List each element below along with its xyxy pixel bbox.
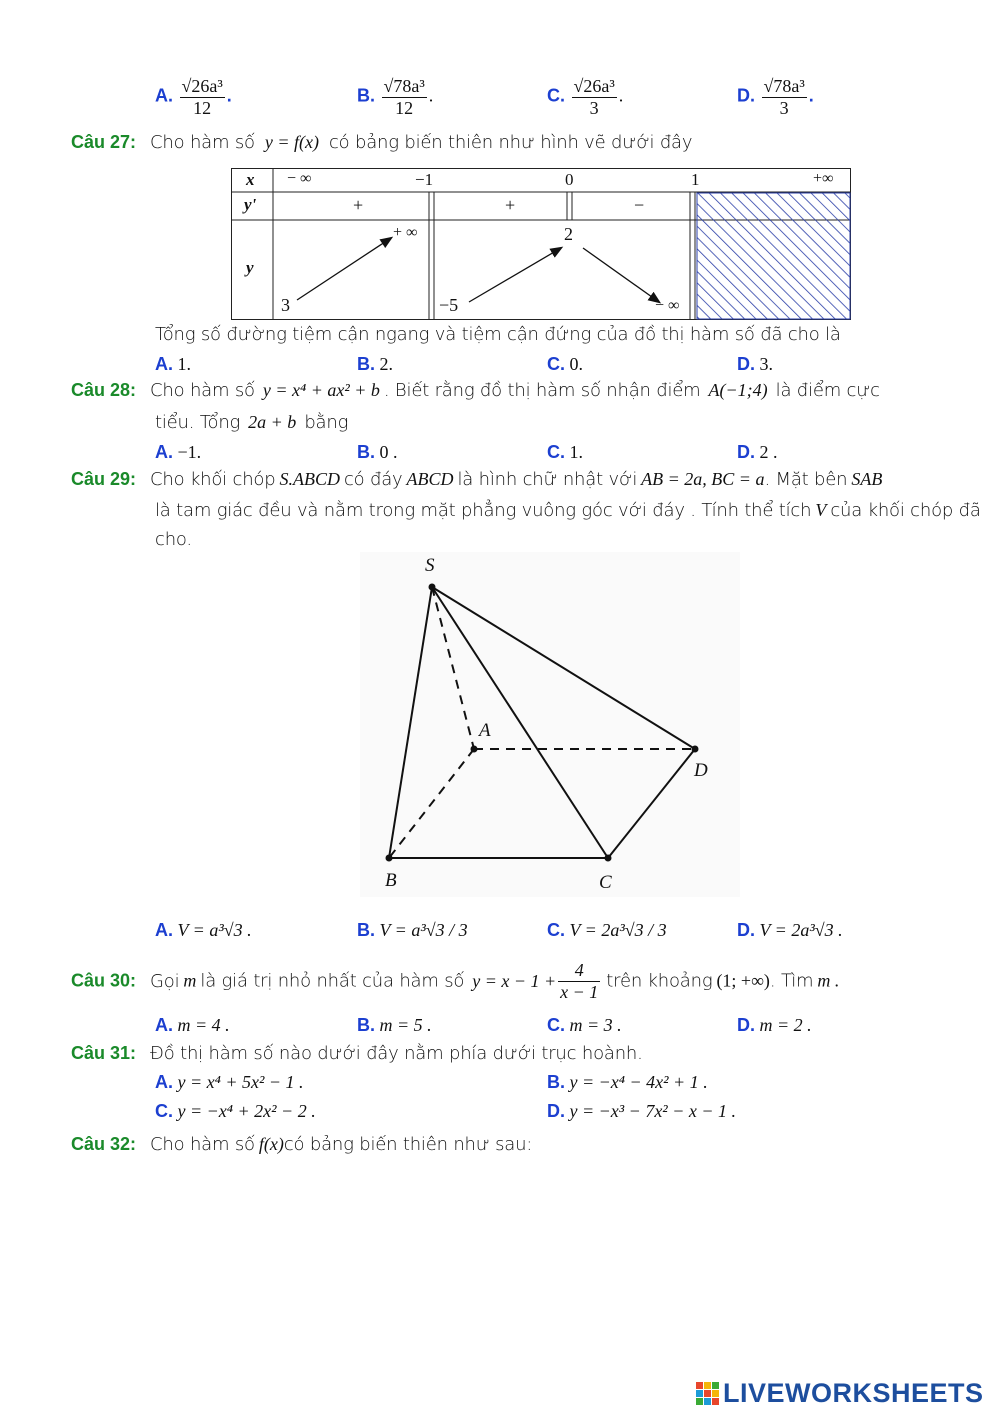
logo-mark-icon: [696, 1382, 719, 1405]
liveworksheets-logo[interactable]: [696, 1376, 984, 1410]
logo-text: LIVEWORKSHEETS: [723, 1377, 984, 1408]
table-row-x: x: [246, 170, 255, 189]
sign-3: −: [634, 195, 645, 215]
arrow-increasing-1: [297, 238, 391, 300]
y-value-neg5: −5: [439, 295, 459, 315]
hatched-region: [697, 193, 850, 319]
x-value-pos-inf: +∞: [813, 170, 834, 187]
q26-c-num: √26a³: [573, 76, 615, 96]
q27-option-c[interactable]: C. 0.: [547, 354, 583, 374]
q28-expr: 2a + b: [248, 412, 297, 432]
q27-question: Tổng số đường tiệm cận ngang và tiệm cận đứng của đồ thị hàm số đã cho là: [155, 324, 841, 345]
variation-table: [231, 168, 851, 320]
q28-option-a[interactable]: A. −1.: [155, 442, 202, 462]
vertex-B: [386, 855, 393, 862]
vertex-D: [692, 746, 699, 753]
q30-interval: (1; +∞): [716, 970, 770, 991]
q26-d-num: √78a³: [763, 76, 805, 96]
sign-2: +: [505, 195, 516, 215]
q30-option-d[interactable]: D. m = 2 .: [737, 1015, 812, 1035]
q28-option-d[interactable]: D. 2 .: [737, 442, 778, 462]
table-row-y: y: [246, 258, 254, 277]
q28-option-b[interactable]: B. 0 .: [357, 442, 398, 462]
q28-formula: y = x⁴ + ax² + b: [262, 380, 380, 400]
q29-option-c[interactable]: C. V = 2a³√3 / 3: [547, 920, 667, 940]
q26-a-num: √26a³: [181, 76, 223, 96]
q29-option-a[interactable]: A. V = a³√3 .: [155, 920, 252, 940]
y-value-2: 2: [564, 224, 573, 244]
vertex-A: [471, 746, 478, 753]
q27-option-d[interactable]: D. 3.: [737, 354, 773, 374]
q26-b-den: 12: [395, 97, 414, 118]
q28-stem-line2: tiểu. Tổng 2a + b bằng: [155, 412, 349, 433]
arrow-decreasing: [583, 248, 659, 302]
q28-label: Câu 28:: [71, 380, 137, 400]
q31-option-c[interactable]: C. y = −x⁴ + 2x² − 2 .: [155, 1101, 316, 1121]
q30-label: Câu 30:: [71, 970, 137, 991]
label-S: S: [425, 555, 435, 576]
q27-option-a[interactable]: A. 1.: [155, 354, 191, 374]
table-row-yprime: y': [244, 195, 257, 214]
x-value-0: 0: [565, 170, 574, 189]
q30-stem: Câu 30: Gọi m là giá trị nhỏ nhất của hàm số y = x − 1 + $\frac{4}{x - 1}$ trên khoảng (1; +∞). Tìm m .: [71, 960, 840, 1002]
q31-option-d[interactable]: D. y = −x³ − 7x² − x − 1 .: [547, 1101, 736, 1121]
q31-stem: Câu 31: Đồ thị hàm số nào dưới đây nằm phía dưới trục hoành.: [71, 1043, 643, 1064]
sign-1: +: [353, 195, 364, 215]
q32-label: Câu 32:: [71, 1134, 137, 1154]
q30-frac-num: 4: [558, 960, 600, 982]
label-C: C: [599, 872, 612, 893]
q28-option-c[interactable]: C. 1.: [547, 442, 583, 462]
q29-option-b[interactable]: B. V = a³√3 / 3: [357, 920, 468, 940]
q28-stem: Câu 28: Cho hàm số y = x⁴ + ax² + b . Biết rằng đồ thị hàm số nhận điểm A(−1;4) là điểm cực: [71, 380, 880, 401]
pyramid-figure: [360, 552, 740, 897]
label-D: D: [694, 760, 708, 781]
q27-formula: y = f(x): [264, 132, 319, 152]
q29-stem-line3: cho.: [155, 529, 192, 550]
vertex-C: [605, 855, 612, 862]
label-A: A: [479, 720, 491, 741]
q32-stem: Câu 32: Cho hàm số f(x)có bảng biến thiên như sau:: [71, 1134, 533, 1155]
y-value-pos-inf: + ∞: [393, 224, 418, 241]
pyramid-svg: [360, 552, 740, 897]
variation-table-svg: [231, 168, 851, 320]
q31-option-b[interactable]: B. y = −x⁴ − 4x² + 1 .: [547, 1072, 708, 1092]
q30-option-a[interactable]: A. m = 4 .: [155, 1015, 230, 1035]
q29-option-d[interactable]: D. V = 2a³√3 .: [737, 920, 843, 940]
q26-b-num: √78a³: [383, 76, 425, 96]
arrow-increasing-2: [469, 248, 561, 302]
x-value-neg1: −1: [415, 170, 434, 189]
q29-label: Câu 29:: [71, 469, 137, 489]
y-value-3: 3: [281, 295, 290, 315]
q32-formula: f(x): [258, 1134, 284, 1154]
q26-d-den: 3: [779, 97, 789, 118]
x-value-1: 1: [691, 170, 700, 189]
q31-label: Câu 31:: [71, 1043, 137, 1063]
x-value-neg-inf: − ∞: [287, 170, 312, 187]
q30-func: y = x − 1 +: [472, 970, 557, 991]
q26-c-den: 3: [589, 97, 599, 118]
q30-option-c[interactable]: C. m = 3 .: [547, 1015, 622, 1035]
q28-point: A(−1;4): [708, 380, 768, 400]
q29-stem: Câu 29: Cho khối chóp S.ABCD có đáy ABCD là hình chữ nhật với AB = 2a, BC = a. Mặt bên SAB: [71, 469, 883, 490]
q29-stem-line2: là tam giác đều và nằm trong mặt phẳng vuông góc với đáy . Tính thể tích V của khối chóp đã: [155, 500, 981, 521]
q26-option-c[interactable]: C. $\frac{\text{√26a³}}{3}$ .: [547, 76, 624, 118]
q30-option-b[interactable]: B. m = 5 .: [357, 1015, 432, 1035]
q27-stem: Câu 27: Cho hàm số y = f(x) có bảng biến thiên như hình vẽ dưới đây: [71, 132, 693, 153]
q27-option-b[interactable]: B. 2.: [357, 354, 393, 374]
q26-a-den: 12: [193, 97, 212, 118]
q26-option-b[interactable]: B. $\frac{\text{√78a³}}{12}$ .: [357, 76, 434, 118]
q26-option-d[interactable]: D. $\frac{\text{√78a³}}{3}$ .: [737, 76, 814, 118]
vertex-S: [429, 584, 436, 591]
q30-frac-den: x − 1: [560, 981, 599, 1002]
label-B: B: [385, 870, 397, 891]
q27-label: Câu 27:: [71, 132, 137, 152]
y-value-neg-inf: − ∞: [655, 297, 680, 314]
q26-option-a[interactable]: A. $\frac{\text{√26a³}}{12}$ .: [155, 76, 232, 118]
q31-option-a[interactable]: A. y = x⁴ + 5x² − 1 .: [155, 1072, 304, 1092]
